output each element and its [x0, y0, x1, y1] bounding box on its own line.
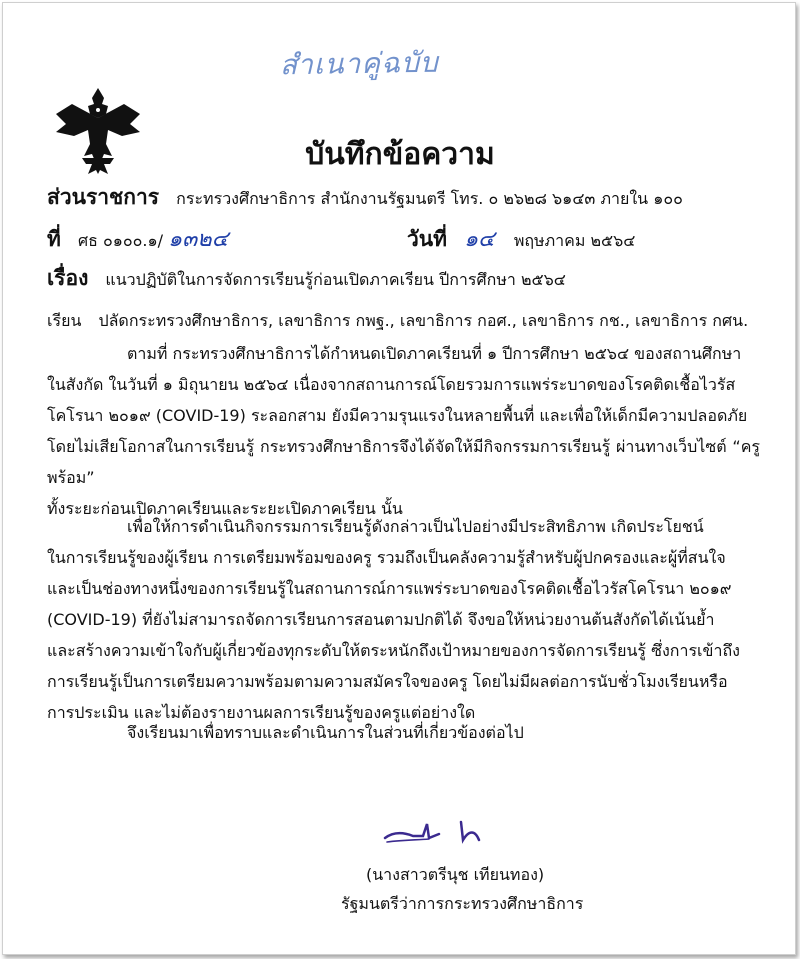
- document-title: บันทึกข้อความ: [305, 137, 495, 172]
- date-label: วันที่: [407, 227, 447, 251]
- agency-label: ส่วนราชการ: [47, 185, 160, 209]
- reference-value: ศธ ๐๑๐๐.๑/: [77, 231, 164, 250]
- date-row: [407, 221, 635, 256]
- agency-row: [47, 181, 683, 214]
- date-day-handwritten: ๑๔: [464, 227, 495, 252]
- addressee-row: [47, 309, 748, 334]
- paragraph-2-line: และเป็นช่องทางหนึ่งของการเรียนรู้ในสถานการณ์การแพร่ระบาดของโรคติดเชื้อไวรัสโคโรนา ๒๐๑๙: [47, 579, 732, 598]
- reference-row: [47, 221, 228, 256]
- paragraph-2: [47, 511, 760, 728]
- paragraph-2-line: การประเมิน และไม่ต้องรายงานผลการเรียนรู้ของครูแต่อย่างใด: [47, 703, 476, 722]
- subject-label: เรื่อง: [47, 266, 89, 290]
- paragraph-1-line: โดยไม่เสียโอกาสในการเรียนรู้ กระทรวงศึกษาธิการจึงได้จัดให้มีกิจกรรมการเรียนรู้ ผ่านทางเว็บไซต์ “ครูพร้อม”: [47, 437, 760, 487]
- addressee-label: เรียน: [47, 311, 82, 330]
- paragraph-2-line: และสร้างความเข้าใจกับผู้เกี่ยวข้องทุกระดับให้ตระหนักถึงเป้าหมายของการจัดการเรียนรู้ ซึ่งการเข้าถึง: [47, 641, 740, 660]
- paragraph-1: [47, 338, 760, 524]
- paragraph-2-line: ในการเรียนรู้ของผู้เรียน การเตรียมพร้อมของครู รวมถึงเป็นคลังความรู้สำหรับผู้ปกครองและผู้ที่สนใจ: [47, 548, 726, 567]
- signatory-name: (นางสาวตรีนุช เทียนทอง): [366, 865, 545, 884]
- paragraph-2-line: เพื่อให้การดำเนินกิจกรรมการเรียนรู้ดังกล่าวเป็นไปอย่างมีประสิทธิภาพ เกิดประโยชน์: [127, 517, 704, 536]
- paragraph-2-line: การเรียนรู้เป็นการเตรียมความพร้อมตามความสมัครใจของครู โดยไม่มีผลต่อการนับชั่วโมงเรียนหรือ: [47, 672, 728, 691]
- paragraph-2-line: (COVID-19) ที่ยังไม่สามารถจัดการเรียนการสอนตามปกติได้ จึงขอให้หน่วยงานต้นสังกัดได้เน้นย้ำ: [47, 610, 715, 629]
- paragraph-1-line: โคโรนา ๒๐๑๙ (COVID-19) ระลอกสาม ยังมีความรุนแรงในหลายพื้นที่ และเพื่อให้เด็กมีความปลอดภัย: [47, 406, 748, 425]
- agency-value: กระทรวงศึกษาธิการ สำนักงานรัฐมนตรี โทร. ๐ ๒๖๒๘ ๖๑๔๓ ภายใน ๑๐๐: [176, 189, 683, 208]
- subject-row: [47, 262, 566, 295]
- signatory-position: รัฐมนตรีว่าการกระทรวงศึกษาธิการ: [341, 894, 584, 913]
- addressee-value: ปลัดกระทรวงศึกษาธิการ, เลขาธิการ กพฐ., เลขาธิการ กอศ., เลขาธิการ กช., เลขาธิการ กศน.: [98, 311, 749, 330]
- date-month-year: พฤษภาคม ๒๕๖๔: [513, 231, 636, 250]
- paragraph-1-line: ในสังกัด ในวันที่ ๑ มิถุนายน ๒๕๖๔ เนื่องจากสถานการณ์โดยรวมการแพร่ระบาดของโรคติดเชื้อไวรัส: [47, 375, 736, 394]
- reference-number-handwritten: ๑๓๒๔: [168, 227, 229, 252]
- reference-label: ที่: [47, 227, 61, 251]
- paragraph-1-line: ตามที่ กระทรวงศึกษาธิการได้กำหนดเปิดภาคเรียนที่ ๑ ปีการศึกษา ๒๕๖๔ ของสถานศึกษา: [127, 344, 742, 363]
- closing-line: จึงเรียนมาเพื่อทราบและดำเนินการในส่วนที่เกี่ยวข้องต่อไป: [127, 723, 524, 742]
- subject-value: แนวปฏิบัติในการจัดการเรียนรู้ก่อนเปิดภาคเรียน ปีการศึกษา ๒๕๖๔: [105, 270, 566, 289]
- handwritten-signature: [383, 816, 493, 850]
- copy-stamp: สำเนาคู่ฉบับ: [279, 45, 439, 82]
- paragraph-1-line: ทั้งระยะก่อนเปิดภาคเรียนและระยะเปิดภาคเรียน นั้น: [47, 499, 403, 518]
